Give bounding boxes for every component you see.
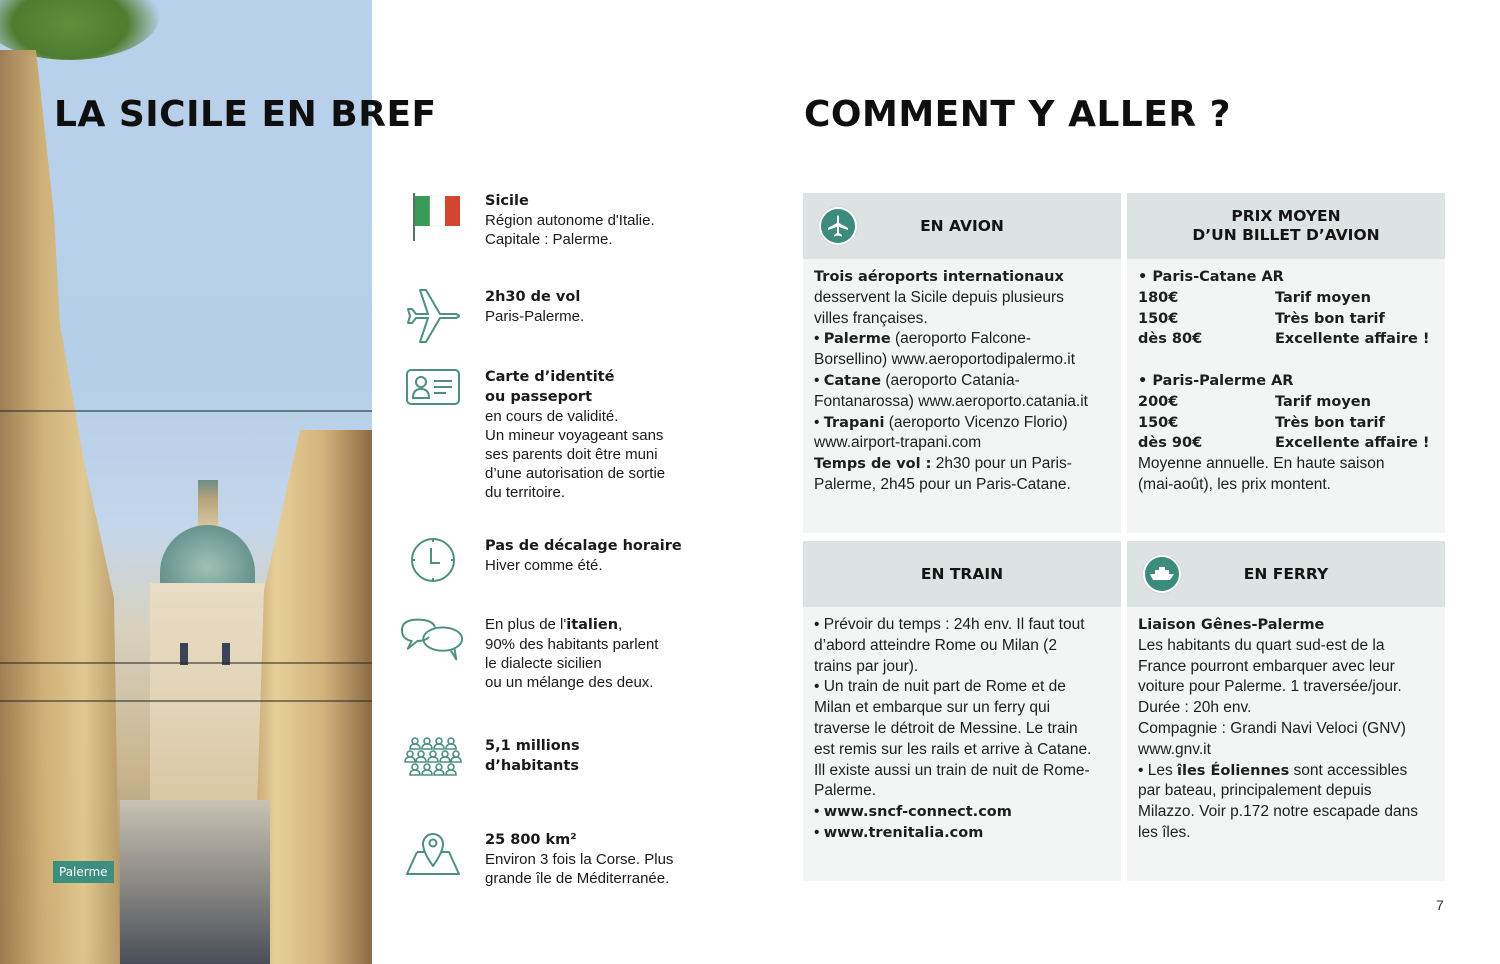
card-line: • Prévoir du temps : 24h env. Il faut tout [814,616,1085,633]
card-line: France pourront embarquer avec leur [1138,657,1395,675]
fact-line: ses parents doit être muni [485,446,658,463]
card-line: Liaison Gênes-Palerme [1138,617,1325,633]
map-pin-icon [400,830,466,886]
fact-line: le dialecte sicilien [485,655,602,672]
card-body [803,607,1121,844]
airport-link-trapani[interactable]: www.airport-trapani.com [814,434,982,452]
card-en-ferry [1127,541,1445,881]
card-header [803,193,1121,259]
card-line: • Un train de nuit part de Rome et de [814,678,1066,696]
fact-line: d’une autorisation de sortie [485,465,666,482]
card-title: EN TRAIN [920,564,1004,583]
card-prix-moyen [1127,193,1445,533]
card-body [803,259,1121,496]
street-with-cars [120,800,270,964]
photo-caption: Palerme [53,861,114,883]
fact-line: Paris-Palerme. [485,308,585,325]
section-title-comment-y-aller: COMMENT Y ALLER ? [804,94,1232,135]
church-facade [150,583,265,803]
card-line: voiture pour Palerme. 1 traversée/jour. [1138,678,1402,696]
fact-line: 90% des habitants parlent [485,636,659,653]
page-number: 7 [1436,897,1444,913]
fact-heading: ou passeport [485,389,593,405]
card-line: Durée : 20h env. [1138,699,1252,717]
airplane-icon [400,287,466,343]
card-line: Palerme. [814,782,877,800]
card-line: • Catane (aeroporto Catania- [814,371,1020,389]
fact-line: grande île de Méditerranée. [485,870,670,887]
fact-heading: 25 800 km² [485,832,577,848]
trenitalia-link[interactable]: • www.trenitalia.com [814,823,984,841]
ship-badge-icon [1143,555,1181,593]
section-title-sicile-en-bref: LA SICILE EN BREF [54,94,437,135]
airplane-badge-icon [819,207,857,245]
sncf-link[interactable]: • www.sncf-connect.com [814,803,1012,821]
airport-link-palerme[interactable]: Borsellino) www.aeroportodipalermo.it [814,351,1076,369]
card-line: est remis sur les rails et arrive à Catane. [814,740,1092,758]
price-group-palerme [1138,371,1434,454]
fact-line: en cours de validité. [485,408,619,425]
card-en-avion [803,193,1121,533]
fact-line: Environ 3 fois la Corse. Plus [485,851,674,868]
price-row: 150€ Très bon tarif [1138,414,1385,431]
building-right [252,430,372,964]
card-title: PRIX MOYEN D’UN BILLET D’AVION [1192,207,1380,244]
card-line: • Palerme (aeroporto Falcone- [814,330,1032,348]
route-label: • Paris-Palerme AR [1138,372,1294,389]
card-line: • Trapani (aeroporto Vicenzo Florio) [814,413,1068,431]
overhead-wire [0,662,372,664]
price-row: 200€ Tarif moyen [1138,393,1371,410]
price-row: 180€ Tarif moyen [1138,289,1371,306]
card-line: Milazzo. Voir p.172 notre escapade dans [1138,803,1419,821]
card-line: Trois aéroports internationaux [814,269,1064,285]
fact-line: En plus de l'italien, [485,616,623,633]
italian-flag-icon [400,191,466,247]
fact-line: Capitale : Palerme. [485,231,613,248]
price-row: dès 90€ Excellente affaire ! [1138,435,1430,452]
fact-line: Un mineur voyageant sans [485,427,664,444]
fact-heading: 2h30 de vol [485,289,581,305]
overhead-wire [0,700,372,702]
card-line: Ill existe aussi un train de nuit de Rome- [814,761,1090,779]
airport-link-catane[interactable]: Fontanarossa) www.aeroporto.catania.it [814,392,1088,410]
card-body [1127,607,1445,844]
fact-heading: Carte d’identité [485,369,615,385]
price-row: dès 80€ Excellente affaire ! [1138,331,1430,348]
price-note: (mai-août), les prix montent. [1138,475,1331,493]
speech-bubbles-icon [400,615,466,671]
fact-line: du territoire. [485,484,566,501]
card-line: • Les îles Éoliennes sont accessibles [1138,761,1408,779]
card-en-train [803,541,1121,881]
card-line: Temps de vol : 2h30 pour un Paris- [814,455,1072,473]
price-row: 150€ Très bon tarif [1138,310,1385,327]
fact-heading: Sicile [485,193,529,209]
card-body [1127,259,1445,496]
building-left [0,50,120,964]
card-line: d’abord atteindre Rome ou Milan (2 [814,636,1057,654]
card-line: villes françaises. [814,309,928,327]
fact-heading: Pas de décalage horaire [485,538,682,554]
card-line: les îles. [1138,823,1191,841]
id-card-icon [400,367,466,423]
fact-line: ou un mélange des deux. [485,674,654,691]
card-line: traverse le détroit de Messine. Le train [814,719,1078,737]
fact-line: Région autonome d'Italie. [485,212,655,229]
palermo-street-photo [0,0,372,964]
overhead-wire [0,410,372,412]
card-header [803,541,1121,607]
church-lantern [198,480,218,528]
card-line: Palerme, 2h45 pour un Paris-Catane. [814,475,1071,493]
card-header [1127,541,1445,607]
fact-heading: d’habitants [485,758,579,774]
card-header [1127,193,1445,259]
card-line: desservent la Sicile depuis plusieurs [814,288,1064,306]
card-line: Les habitants du quart sud-est de la [1138,636,1385,654]
clock-icon [400,536,466,592]
card-line: par bateau, principalement depuis [1138,782,1372,800]
card-title: EN AVION [920,216,1004,235]
price-group-catane [1138,267,1434,350]
card-line: Compagnie : Grandi Navi Veloci (GNV) [1138,719,1406,737]
fact-heading: 5,1 millions [485,738,580,754]
card-line: trains par jour). [814,657,919,675]
price-note: Moyenne annuelle. En haute saison [1138,455,1385,473]
population-icon [400,736,466,792]
church-dome [160,525,255,585]
card-line: Milan et embarque sur un ferry qui [814,699,1051,717]
gnv-link[interactable]: www.gnv.it [1138,740,1211,758]
card-title: EN FERRY [1243,564,1329,583]
fact-line: Hiver comme été. [485,557,603,574]
route-label: • Paris-Catane AR [1138,269,1284,285]
